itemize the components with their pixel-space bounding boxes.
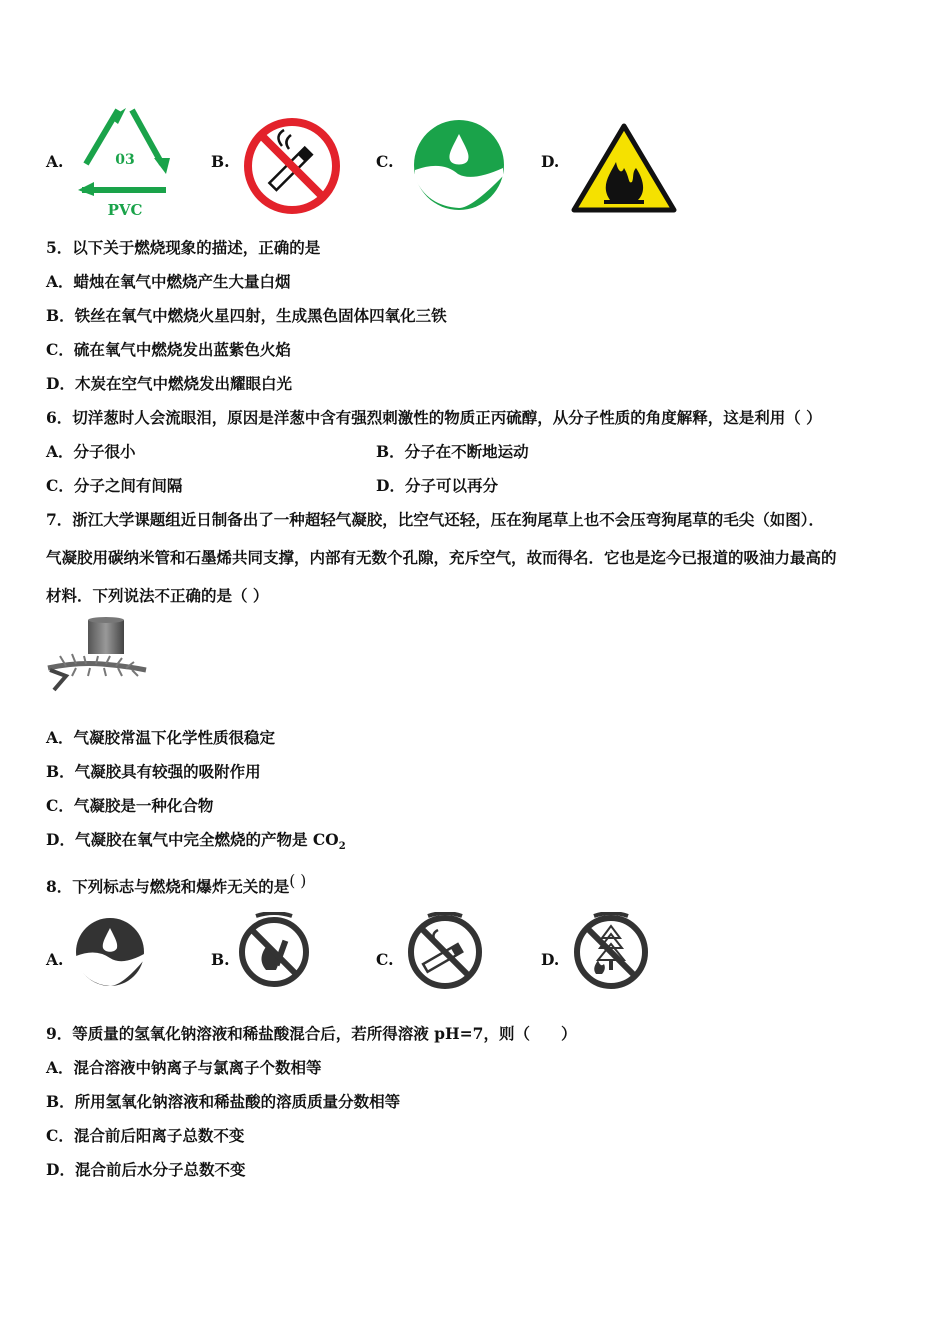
q7-option-c: C．气凝胶是一种化合物 xyxy=(46,796,214,815)
q7-option-b: B．气凝胶具有较强的吸附作用 xyxy=(46,762,261,781)
recycle-pvc-icon xyxy=(70,104,180,223)
q7-option-a: A．气凝胶常温下化学性质很稳定 xyxy=(46,728,276,747)
water-saving-icon xyxy=(412,118,506,216)
q8-answer-paren: ( ) xyxy=(289,872,307,890)
q5-option-b: B．铁丝在氧气中燃烧火星四射，生成黑色固体四氧化三铁 xyxy=(46,306,447,325)
recycle-text: PVC xyxy=(107,201,143,219)
q9-option-c: C．混合前后阳离子总数不变 xyxy=(46,1126,245,1145)
q9-option-a: A．混合溶液中钠离子与氯离子个数相等 xyxy=(46,1058,322,1077)
q4-option-a-label: A. xyxy=(46,152,64,171)
flammable-warning-icon xyxy=(570,122,678,218)
q7-stem-line3: 材料．下列说法不正确的是（ ） xyxy=(46,586,269,605)
q5-option-d: D．木炭在空气中燃烧发出耀眼白光 xyxy=(46,374,292,393)
aerogel-on-grass-image xyxy=(46,616,150,698)
q9-stem: 9．等质量的氢氧化钠溶液和稀盐酸混合后，若所得溶液 pH=7，则（ ） xyxy=(46,1024,577,1043)
no-smoking-icon xyxy=(242,116,342,220)
q5-option-a: A．蜡烛在氧气中燃烧产生大量白烟 xyxy=(46,272,291,291)
q6-option-b: B．分子在不断地运动 xyxy=(376,442,529,461)
q6-stem: 6．切洋葱时人会流眼泪，原因是洋葱中含有强烈刺激性的物质正丙硫醇，从分子性质的角度解释，这是利用（ ） xyxy=(46,408,822,427)
q8-option-b-label: B. xyxy=(211,950,230,969)
q9-option-d: D．混合前后水分子总数不变 xyxy=(46,1160,246,1179)
q9-option-b: B．所用氢氧化钠溶液和稀盐酸的溶质质量分数相等 xyxy=(46,1092,401,1111)
q7-stem-line1: 7．浙江大学课题组近日制备出了一种超轻气凝胶，比空气还轻，压在狗尾草上也不会压弯狗尾草的毛尖（如图）． xyxy=(46,510,825,529)
q6-option-c: C．分子之间有间隔 xyxy=(46,476,183,495)
q8-option-a-label: A. xyxy=(46,950,64,969)
q5-option-c: C．硫在氧气中燃烧发出蓝紫色火焰 xyxy=(46,340,291,359)
q7-option-d xyxy=(46,828,346,852)
q6-option-a: A．分子很小 xyxy=(46,442,136,461)
q8-stem xyxy=(46,872,307,897)
water-saving-gray-icon xyxy=(74,916,146,992)
q8-stem-text: 8．下列标志与燃烧和爆炸无关的是 xyxy=(46,877,290,896)
q6-option-d: D．分子可以再分 xyxy=(376,476,498,495)
co2-subscript: 2 xyxy=(338,841,346,853)
q8-option-c-label: C. xyxy=(376,950,394,969)
q4-option-b-label: B. xyxy=(211,152,230,171)
q8-option-d-label: D. xyxy=(541,950,560,969)
q4-option-c-label: C. xyxy=(376,152,394,171)
no-fireworks-icon xyxy=(238,912,310,994)
q5-stem: 5．以下关于燃烧现象的描述，正确的是 xyxy=(46,238,321,257)
q7-stem-line2: 气凝胶用碳纳米管和石墨烯共同支撑，内部有无数个孔隙，充斥空气，故而得名．它也是迄今已报道的吸油力最高的 xyxy=(46,548,837,567)
q4-option-d-label: D. xyxy=(541,152,560,171)
no-smoking-gray-icon xyxy=(406,912,484,994)
q7-option-d-text: D．气凝胶在氧气中完全燃烧的产物是 CO xyxy=(46,830,339,849)
no-open-fire-forest-icon xyxy=(572,912,650,994)
recycle-number: 03 xyxy=(115,152,135,168)
